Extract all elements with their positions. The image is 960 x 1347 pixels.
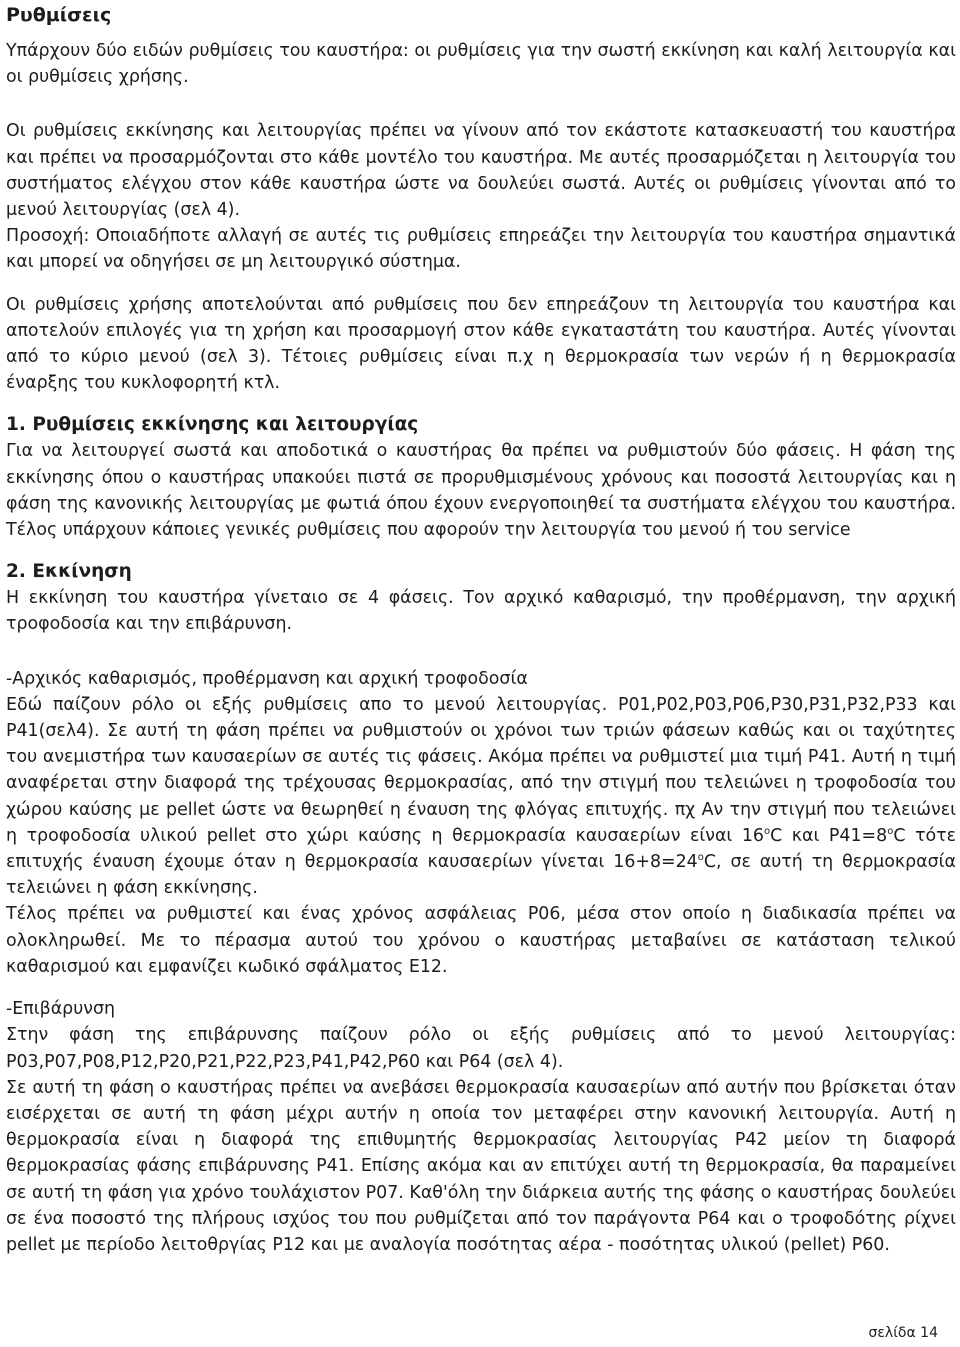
phase-2-paragraph-2: Σε αυτή τη φάση ο καυστήρας πρέπει να ανεβάσει θερμοκρασία καυσαερίων από αυτήν που βρίσκεται όταν εισέρχεται σε αυτή τη φάση μέχρι αυτήν η οποία τον μεταφέρει στην κανονική λειτουργία. Αυτή η θερμοκρασία είναι η διαφορά της επιθυμητής θερμοκρασίας λειτουργίας P42 μείον τη διαφορά θερμοκρασίας φάσης επιβάρυνσης P41. Επίσης ακόμα και αν επιτύχει αυτή τη θερμοκρασία, θα παραμείνει σε αυτή τη φάση για χρόνο τουλάχιστον P07. Καθ'όλη την διάρκεια αυτής της φάσης ο καυστήρας δουλεύει σε ένα ποσοστό της πλήρους ισχύος του που ρυθμίζεται από τον παράγοντα P64 και ο τροφοδότης ρίχνει pellet με περίοδο λειτοθργίας P12 και με αναλογία ποσότητας αέρα - ποσότητας υλικού (pellet) P60. — [6, 1077, 956, 1255]
warning-paragraph: Προσοχή: Οποιαδήποτε αλλαγή σε αυτές τις ρυθμίσεις επηρεάζει την λειτουργία του καυστήρα σημαντικά και μπορεί να οδηγήσει σε μη λειτουργικό σύστημα. — [6, 226, 956, 273]
phase-1-paragraph-2: Τέλος πρέπει να ρυθμιστεί και ένας χρόνος ασφάλειας P06, μέσα στον οποίο η διαδικασία πρέπει να ολοκληρωθεί. Με το πέρασμα αυτού του χρόνου ο καυστήρας μεταβαίνει σε κατάσταση τελικού καθαρισμού και εμφανίζει κωδικό σφάλματος E12. — [6, 904, 956, 977]
page-title: Ρυθμίσεις — [6, 4, 112, 26]
phase-1-text-d: C, σε αυτή τη θερμοκρασία τελειώνει η φάση εκκίνησης. — [6, 852, 957, 899]
document-page — [6, 0, 956, 1258]
section-heading-1: 1. Ρυθμίσεις εκκίνησης και λειτουργίας — [6, 414, 419, 436]
phase-1-title: -Αρχικός καθαρισμός, προθέρμανση και αρχική τροφοδοσία — [6, 668, 528, 689]
phase-1-text-c: C τότε επιτυχής έναυση έχουμε όταν η θερμοκρασία καυσαερίων γίνεται 16+8=24 — [6, 825, 956, 873]
intro-paragraph-2: Οι ρυθμίσεις εκκίνησης και λειτουργίας πρέπει να γίνουν από τον εκάστοτε κατασκευαστή του καυστήρα και πρέπει να προσαρμόζονται στο κάθε μοντέλο του καυστήρα. Με αυτές προσαρμόζεται η λειτουργία του συστήματος ελέγχου στον κάθε καυστήρα ώστε να δουλεύει σωστά. Αυτές οι ρυθμίσεις γίνονται από το μενού λειτουργίας (σελ 4). — [6, 121, 956, 221]
section-2-text: Η εκκίνηση του καυστήρα γίνεταιο σε 4 φάσεις. Τον αρχικό καθαρισμό, την προθέρμανση, την αρχική τροφοδοσία και την επιβάρυνση. — [6, 588, 956, 635]
phase-1-paragraph — [6, 692, 956, 902]
phase-2-paragraph-1: Στην φάση της επιβάρυνσης παίζουν ρόλο οι εξής ρυθμίσεις από το μενού λειτουργίας: P03,P07,P08,P12,P20,P21,P22,P23,P41,P42,P60 και P64 (σελ 4). — [6, 1025, 956, 1072]
phase-1-text-b: C και P41=8 — [770, 825, 888, 846]
degree-mark: o — [763, 826, 771, 838]
degree-mark: o — [887, 826, 894, 838]
degree-mark: o — [697, 852, 704, 864]
phase-1-text: Εδώ παίζουν ρόλο οι εξής ρυθμίσεις απο το μενού λειτουργίας. P01,P02,P03,P06,P30,P31,P32,P33 και P41(σελ4). Σε αυτή τη φάση πρέπει να ρυθμιστούν οι χρόνοι των τριών φάσεων καθώς και οι ταχύτητες του ανεμιστήρα των καυσαερίων σε αυτές τις φάσεις. Ακόμα πρέπει να ρυθμιστεί μια τιμή P41. Αυτή η τιμή αναφέρεται στην διαφορά της τρέχουσας θερμοκρασίας, από την στιγμή που τελειώνει η τροφοδοσία του χώρου καύσης με pellet ώστε να θεωρηθεί η έναυση της φλόγας επιτυχής. πχ Αν την στιγμή που τελειώνει η τροφοδοσία υλικού pellet στο χώρι καύσης η θερμοκρασία καυσαερίων είναι — [6, 694, 956, 846]
section-1-text: Για να λειτουργεί σωστά και αποδοτικά ο καυστήρας θα πρέπει να ρυθμιστούν δύο φάσεις. Η φάση της εκκίνησης όπου ο καυστήρας υπακούει πιστά σε προρυθμισμένους χρόνους και ποσοστά λειτουργίας και η φάση της κανονικής λειτουργίας με φωτιά όπου έχουν ενεργοποιηθεί τα συστήματα ελέγχου του καυστήρα. Τέλος υπάρχουν κάποιες γενικές ρυθμίσεις που αφορούν την λειτουργία του μενού ή του service — [6, 441, 956, 541]
intro-paragraph-4: Οι ρυθμίσεις χρήσης αποτελούνται από ρυθμίσεις που δεν επηρεάζουν τη λειτουργία του καυστήρα και αποτελούν επιλογές για τη χρήση και προσαρμογή στον κάθε εγκαταστάτη του καυστήρα. Αυτές γίνονται από το κύριο μενού (σελ 3). Τέτοιες ρυθμίσεις είναι π.χ η θερμοκρασία των νερών ή η θερμοκρασία έναρξης του κυκλοφορητή κτλ. — [6, 294, 956, 394]
temp-value: 16 — [741, 825, 764, 846]
intro-paragraph-1: Υπάρχουν δύο ειδών ρυθμίσεις του καυστήρα: οι ρυθμίσεις για την σωστή εκκίνηση και καλή λειτουργία και οι ρυθμίσεις χρήσης. — [6, 41, 956, 88]
page-number: σελίδα 14 — [868, 1325, 938, 1341]
section-heading-2: 2. Εκκίνηση — [6, 561, 132, 583]
phase-2-title: -Επιβάρυνση — [6, 999, 116, 1020]
